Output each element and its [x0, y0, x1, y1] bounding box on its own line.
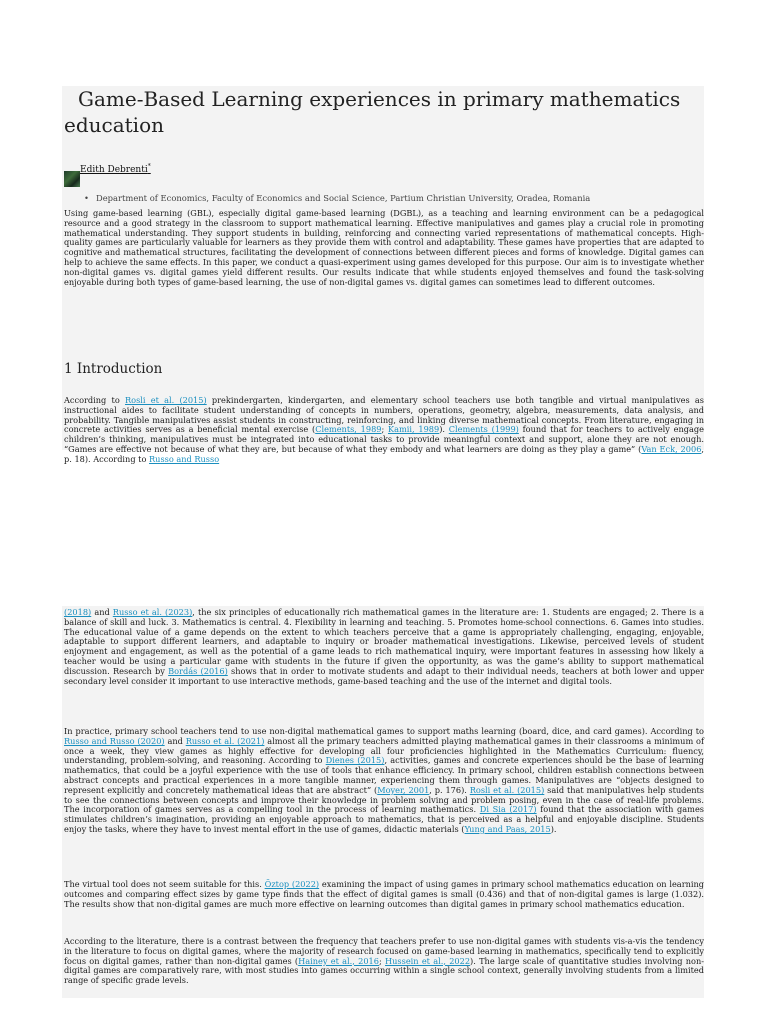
citation-link[interactable]: Rosli et al. (2015) [124, 395, 207, 405]
intro-paragraph-5 [64, 937, 704, 986]
citation-link[interactable]: Kamii, 1989 [388, 424, 440, 435]
text-run: ). [550, 823, 557, 834]
text-run: , p. 176). [429, 784, 470, 795]
citation-link[interactable]: Bordás (2016) [168, 665, 228, 676]
citation-link[interactable]: Hussein et al., 2022 [385, 955, 471, 966]
text-run: , the six principles of educationally rich mathematical games in the literature are: 1. Students are engaged; 2. There is a balance of skill and luck. 3. Mathematics is central. 4. Flexibility in learning and teaching. 5. Promotes home-school connections. 6. Games into studies. The educational value of a game depends on the extent to which teachers perceive that a game is appropriately challenging, engaging, enjoyable, adaptable to support different learners, and adaptable to inquiry or broader mathematical investigations. Likewise, perceived levels of student enjoyment and engagement, as well as the potential of a game leads to rich mathematical inquiry, were important features in assessing how likely a teacher would be using a particular game with students in the future if given the opportunity, as was the game’s ability to support mathematical discussion. Research by [64, 607, 704, 676]
text-run: The virtual tool does not seem suitable for this. [64, 879, 265, 889]
text-run: said that manipulatives help students to see the connections between concepts and improve their knowledge in problem solving and problem posing, even in the case of real-life problems. The incorporation of games serves as a compelling tool in the process of learning mathematics. [64, 784, 704, 815]
intro-paragraph-3 [64, 727, 704, 835]
intro-paragraph-4 [64, 880, 704, 909]
bullet-icon: • [84, 193, 89, 203]
abstract-paragraph: Using game-based learning (GBL), especially digital game-based learning (DGBL), as a teaching and learning environment can be a pedagogical resource and a good strategy in the classroom to support mathematical learning. Effective manipulatives and games play a crucial role in promoting mathematical understanding. They support students in building, reinforcing and connecting varied representations of mathematical concepts. High-quality games are particularly valuable for learners as they provide them with control and adaptability. These games have properties that are adapted to cognitive and mathematical structures, facilitating the development of connections between different pieces and forms of knowledge. Digital games can help to achieve the same effects. In this paper, we conduct a quasi-experiment using games developed for this purpose. Our aim is to investigate whether non-digital games vs. digital games yield different results. Our results indicate that while students enjoyed themselves and found the task-solving enjoyable during both types of game-based learning, the use of non-digital games vs. digital games can sometimes lead to different outcomes. [64, 208, 704, 287]
citation-link[interactable]: Russo and Russo [149, 453, 220, 464]
citation-link[interactable]: Yung and Paas, 2015 [464, 823, 551, 834]
author-name-text: Edith Debrenti [80, 165, 148, 175]
text-run: ). [439, 424, 449, 435]
citation-link[interactable]: Moyer, 2001 [377, 784, 430, 795]
citation-link[interactable]: Van Eck, 2006 [641, 443, 702, 454]
citation-link[interactable]: Dienes (2015) [325, 755, 385, 766]
text-run: and [164, 735, 186, 746]
citation-link[interactable]: Russo and Russo (2020) [64, 735, 165, 746]
affiliation-item [84, 193, 694, 203]
affiliation-text: Department of Economics, Faculty of Economics and Social Science, Partium Christian University, Oradea, Romania [96, 193, 591, 203]
citation-link[interactable]: (2018) [64, 607, 92, 617]
text-run: According to [64, 395, 125, 405]
author-avatar [64, 171, 80, 187]
citation-link[interactable]: Clements (1999) [448, 424, 519, 435]
text-run: found that the association with games stimulates children’s imagination, providing an enjoyable approach to mathematics, that is perceived as a helpful and enjoyable discipline. Students enjoy the tasks, where they have to invest mental effort in the use of games, didactic materials ( [64, 804, 704, 834]
article-title: Game-Based Learning experiences in primary mathematics education [64, 87, 681, 137]
citation-link[interactable]: Rosli et al. (2015) [469, 784, 545, 795]
section-heading-introduction: 1 Introduction [64, 361, 163, 377]
text-run: and [91, 607, 113, 617]
citation-link[interactable]: Hainey et al., 2016 [298, 955, 379, 966]
text-run: ; [378, 955, 385, 966]
text-run: almost all the primary teachers admitted playing mathematical games in their classrooms a minimum of once a week, they view games as highly effective for developing all four proficiencies highlighted in the Mathematics Curriculum: fluency, understanding, problem-solving, and reasoning. According to [64, 735, 704, 766]
text-run: According to the literature, there is a contrast between the frequency that teachers prefer to use non-digital games with students vis-a-vis the tendency in the literature to focus on digital games, where the majority of research focused on game-based learning in mathematics, specifically tend to explicitly focus on digital games, rather than non-digital games ( [64, 936, 704, 966]
text-run: found that for teachers to actively engage children’s thinking, manipulatives must be integrated into educational tasks to provide meaningful context and support, alone they are not enough. “Games are effective not because of what they are, but because of what they embody and what learners are doing as they play a game” ( [64, 424, 704, 454]
citation-link[interactable]: Russo et al. (2021) [185, 735, 265, 746]
text-run: examining the impact of using games in primary school mathematics education on learning outcomes and comparing effect sizes by game type finds that the effect of digital games is small (0.436) and that of non-digital games is large (1.032). The results show that non-digital games are much more effective on learning outcomes than digital games in primary school mathematics education. [64, 879, 705, 909]
citation-link[interactable]: Öztop (2022) [264, 879, 320, 889]
text-run: shows that in order to motivate students and adapt to their individual needs, teachers at both lower and upper secondary level consider it important to use interactive methods, game-based teaching and the use of the internet and digital tools. [64, 665, 704, 686]
citation-link[interactable]: Clements, 1989 [315, 424, 382, 435]
text-run: prekindergarten, kindergarten, and elementary school teachers use both tangible and virtual manipulatives as instructional aides to facilitate student understanding of concepts in numbers, operations, geometry, algebra, measurements, data analysis, and probability. Tangible manipulatives assist students in constructing, reinforcing, and linking diverse mathematical concepts. From literature, engaging in concrete activities serves as a beneficial mental exercise ( [64, 395, 704, 435]
text-run: ). The large scale of quantitative studies involving non-digital games are comparatively rare, with most studies into games occurring within a single school context, generally involving students from a limited range of specific grade levels. [64, 955, 704, 986]
citation-link[interactable]: Di Sia (2017) [479, 804, 537, 815]
author-superscript: * [147, 163, 151, 170]
author-name[interactable] [80, 161, 151, 176]
text-run: , p. 18). According to [64, 443, 705, 464]
intro-paragraph-1 [64, 396, 704, 465]
intro-paragraph-2 [64, 608, 704, 686]
text-run: , activities, games and concrete experiences should be the base of learning mathematics, that could be a joyful experience with the use of tools that enhance efficiency. In primary school, children establish connections between abstract concepts and practical experiences in a more tangible manner, experiencing them through games. Manipulatives are “objects designed to represent explicitly and concretely mathematical ideas that are abstract” ( [64, 755, 704, 795]
text-run: ; [381, 424, 389, 435]
citation-link[interactable]: Russo et al. (2023) [112, 607, 193, 617]
text-run: In practice, primary school teachers tend to use non-digital mathematical games to support maths learning (board, dice, and card games). According to [64, 726, 704, 736]
